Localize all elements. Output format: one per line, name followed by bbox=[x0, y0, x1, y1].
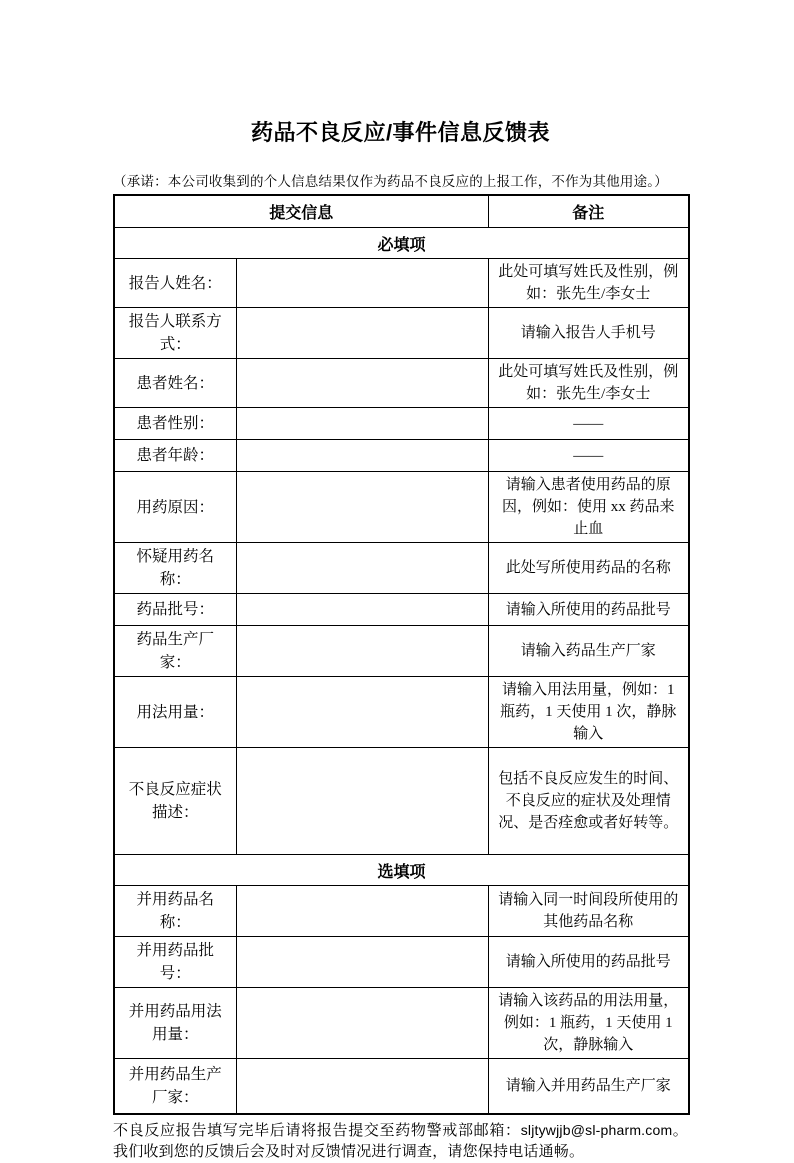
table-row-concomitant-drug-name bbox=[114, 886, 689, 937]
field-input-patient-gender[interactable] bbox=[236, 408, 488, 440]
table-row-reporter-name bbox=[114, 259, 689, 308]
column-header-remark: 备注 bbox=[488, 195, 689, 228]
field-label-drug-manufacturer: 药品生产厂家： bbox=[114, 626, 236, 677]
field-remark-dosage-usage: 请输入用法用量，例如：1 瓶药，1 天使用 1 次，静脉输入 bbox=[488, 677, 689, 748]
field-remark-concomitant-drug-dosage: 请输入该药品的用法用量，例如：1 瓶药，1 天使用 1 次，静脉输入 bbox=[488, 988, 689, 1059]
field-label-concomitant-drug-manufacturer: 并用药品生产厂家： bbox=[114, 1059, 236, 1114]
field-input-concomitant-drug-batch[interactable] bbox=[236, 937, 488, 988]
footer-text-after-email: 。我们收到您的反馈后会及时对反馈情况进行调查，请您保持电话通畅。 bbox=[113, 1122, 689, 1160]
field-remark-concomitant-drug-manufacturer: 请输入并用药品生产厂家 bbox=[488, 1059, 689, 1114]
field-label-concomitant-drug-dosage: 并用药品用法用量： bbox=[114, 988, 236, 1059]
table-row-reporter-contact bbox=[114, 308, 689, 359]
table-row-adverse-reaction-description bbox=[114, 748, 689, 855]
table-row-medication-reason bbox=[114, 472, 689, 543]
field-input-concomitant-drug-name[interactable] bbox=[236, 886, 488, 937]
footer-text-before-email: 不良反应报告填写完毕后请将报告提交至药物警戒部邮箱： bbox=[113, 1122, 521, 1139]
field-remark-drug-manufacturer: 请输入药品生产厂家 bbox=[488, 626, 689, 677]
field-remark-suspected-drug-name: 此处写所使用药品的名称 bbox=[488, 543, 689, 594]
field-input-patient-age[interactable] bbox=[236, 440, 488, 472]
field-label-concomitant-drug-name: 并用药品名称： bbox=[114, 886, 236, 937]
field-input-drug-manufacturer[interactable] bbox=[236, 626, 488, 677]
table-row-patient-age bbox=[114, 440, 689, 472]
field-label-patient-gender: 患者性别： bbox=[114, 408, 236, 440]
field-remark-patient-gender: —— bbox=[488, 408, 689, 440]
table-row-concomitant-drug-manufacturer bbox=[114, 1059, 689, 1114]
field-remark-concomitant-drug-name: 请输入同一时间段所使用的其他药品名称 bbox=[488, 886, 689, 937]
table-row-drug-batch-number bbox=[114, 594, 689, 626]
section-heading-required: 必填项 bbox=[114, 228, 689, 259]
table-row-drug-manufacturer bbox=[114, 626, 689, 677]
table-row-patient-name bbox=[114, 359, 689, 408]
field-label-reporter-contact: 报告人联系方式： bbox=[114, 308, 236, 359]
field-remark-medication-reason: 请输入患者使用药品的原因，例如：使用 xx 药品来止血 bbox=[488, 472, 689, 543]
table-row-concomitant-drug-dosage bbox=[114, 988, 689, 1059]
field-input-medication-reason[interactable] bbox=[236, 472, 488, 543]
section-header-required bbox=[114, 228, 689, 259]
page-title: 药品不良反应/事件信息反馈表 bbox=[250, 120, 551, 145]
field-label-reporter-name: 报告人姓名： bbox=[114, 259, 236, 308]
pharmacovigilance-email: sljtywjjb@sl-pharm.com bbox=[520, 1121, 673, 1138]
field-remark-drug-batch-number: 请输入所使用的药品批号 bbox=[488, 594, 689, 626]
section-heading-optional: 选填项 bbox=[114, 855, 689, 886]
document-content bbox=[113, 0, 688, 1163]
table-row-concomitant-drug-batch bbox=[114, 937, 689, 988]
field-label-patient-name: 患者姓名： bbox=[114, 359, 236, 408]
table-row-dosage-usage bbox=[114, 677, 689, 748]
field-input-concomitant-drug-manufacturer[interactable] bbox=[236, 1059, 488, 1114]
field-input-suspected-drug-name[interactable] bbox=[236, 543, 488, 594]
section-header-optional bbox=[114, 855, 689, 886]
field-input-adverse-reaction-description[interactable] bbox=[236, 748, 488, 855]
field-input-reporter-contact[interactable] bbox=[236, 308, 488, 359]
field-input-reporter-name[interactable] bbox=[236, 259, 488, 308]
field-label-dosage-usage: 用法用量： bbox=[114, 677, 236, 748]
field-label-medication-reason: 用药原因： bbox=[114, 472, 236, 543]
field-remark-patient-name: 此处可填写姓氏及性别，例如：张先生/李女士 bbox=[488, 359, 689, 408]
field-remark-patient-age: —— bbox=[488, 440, 689, 472]
submission-instructions bbox=[113, 1120, 688, 1163]
field-remark-reporter-contact: 请输入报告人手机号 bbox=[488, 308, 689, 359]
field-label-concomitant-drug-batch: 并用药品批号： bbox=[114, 937, 236, 988]
column-header-submit-info: 提交信息 bbox=[114, 195, 488, 228]
field-remark-adverse-reaction-description: 包括不良反应发生的时间、不良反应的症状及处理情况、是否痊愈或者好转等。 bbox=[488, 748, 689, 855]
field-input-dosage-usage[interactable] bbox=[236, 677, 488, 748]
field-input-concomitant-drug-dosage[interactable] bbox=[236, 988, 488, 1059]
field-label-adverse-reaction-description: 不良反应症状描述： bbox=[114, 748, 236, 855]
privacy-note: （承诺：本公司收集到的个人信息结果仅作为药品不良反应的上报工作，不作为其他用途。） bbox=[113, 174, 668, 189]
field-label-patient-age: 患者年龄： bbox=[114, 440, 236, 472]
table-header-row bbox=[114, 195, 689, 228]
field-input-drug-batch-number[interactable] bbox=[236, 594, 488, 626]
field-remark-concomitant-drug-batch: 请输入所使用的药品批号 bbox=[488, 937, 689, 988]
field-label-drug-batch-number: 药品批号： bbox=[114, 594, 236, 626]
field-input-patient-name[interactable] bbox=[236, 359, 488, 408]
field-label-suspected-drug-name: 怀疑用药名称： bbox=[114, 543, 236, 594]
field-remark-reporter-name: 此处可填写姓氏及性别，例如：张先生/李女士 bbox=[488, 259, 689, 308]
table-row-patient-gender bbox=[114, 408, 689, 440]
feedback-form-table bbox=[113, 194, 690, 1115]
table-row-suspected-drug-name bbox=[114, 543, 689, 594]
